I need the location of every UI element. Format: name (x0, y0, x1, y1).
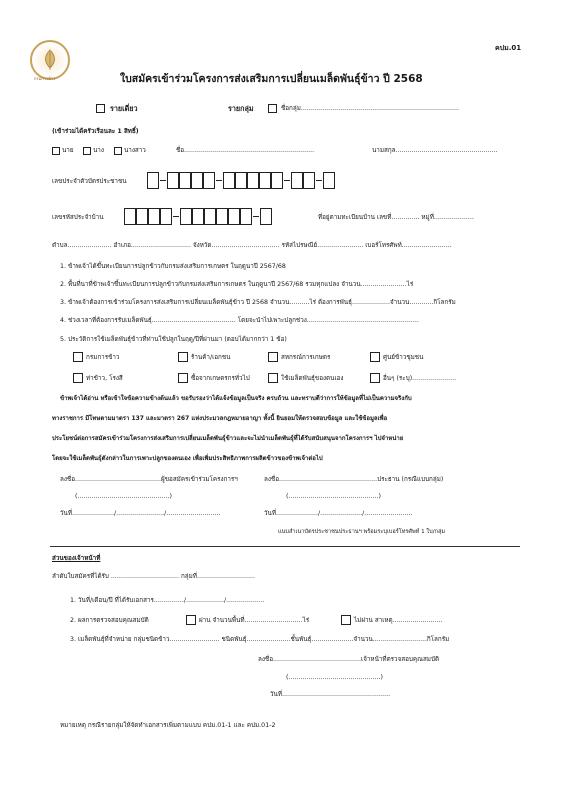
house-reg-label: เลขรหัสประจำบ้าน (52, 214, 104, 221)
individual-checkbox[interactable] (96, 104, 105, 113)
house-address-field[interactable]: ที่อยู่ตามทะเบียนบ้าน เลขที่.............. หมู่ที่.................... (318, 214, 474, 221)
group-label: รายกลุ่ม (228, 104, 254, 113)
logo-caption: กรมการข้าว (34, 76, 56, 81)
chairman-signature-field[interactable]: ลงชื่อ.................................................ประธาน (กรณีแบบกลุ่ม) (264, 476, 444, 483)
source-checkbox[interactable] (73, 352, 83, 362)
source-checkbox[interactable] (178, 373, 188, 383)
source-checkbox[interactable] (73, 373, 83, 383)
officer-heading: ส่วนของเจ้าหน้าที่ (52, 555, 101, 562)
page-title: ใบสมัครเข้าร่วมโครงการส่งเสริมการเปลี่ยนเมล็ดพันธุ์ข้าว ปี 2568 (120, 73, 423, 85)
source-checkbox[interactable] (370, 352, 380, 362)
rice-department-logo (30, 40, 70, 80)
item-2: 2. พื้นที่นาที่ข้าพเจ้าขึ้นทะเบียนการปลูกข้าวกับกรมส่งเสริมการเกษตร ในฤดูนาปี 2567/68 รวมทุกแปลง จำนวน.......................ไร่ (60, 281, 414, 288)
chairman-date-field[interactable]: วันที่...................../...................../........................ (264, 510, 413, 517)
declaration-line: ประโยชน์ต่อการสมัครเข้าร่วมโครงการส่งเสริมการเปลี่ยนเมล็ดพันธุ์ข้าวและจะไม่นำเมล็ดพันธุ์ที่ได้รับสนับสนุนจากโครงการฯ ไปจำหน่าย (52, 435, 404, 442)
officer-received-date[interactable]: 1. วันที่/เดือน/ปี ที่ได้รับเอกสาร.............../.................../................... (70, 597, 265, 604)
individual-label: รายเดี่ยว (110, 104, 138, 113)
title-mrs-checkbox[interactable] (83, 147, 91, 155)
fail-checkbox[interactable] (341, 615, 351, 625)
source-checkbox[interactable] (268, 373, 278, 383)
id-card-label: เลขประจำตัวบัตรประชาชน (52, 178, 127, 185)
remark: หมายเหตุ กรณีรายกลุ่มให้จัดทำเอกสารเพิ่มตามแบบ คปม.01-1 และ คปม.01-2 (60, 722, 276, 729)
first-name-field[interactable]: ชื่อ................................................................. (176, 147, 315, 154)
source-label: ร้านค้า/เอกชน (191, 354, 231, 361)
household-note: (เข้าร่วมได้ครัวเรือนละ 1 สิทธิ์) (52, 128, 139, 135)
pass-checkbox[interactable] (186, 615, 196, 625)
officer-check-label: 2. ผลการตรวจสอบคุณสมบัติ (70, 617, 149, 624)
source-label: ซื้อจากเกษตรกรทั่วไป (191, 375, 250, 382)
source-label: ศูนย์ข้าวชุมชน (383, 354, 424, 361)
source-checkbox[interactable] (370, 373, 380, 383)
section-divider (50, 546, 520, 547)
source-label: ท่าข้าว, โรงสี (86, 375, 123, 382)
item-5: 5. ประวัติการใช้เมล็ดพันธุ์ข้าวที่ท่านใช้ปลูกในฤดู/ปีที่ผ่านมา (ตอบได้มากกว่า 1 ข้อ) (60, 336, 287, 343)
title-mr-checkbox[interactable] (52, 147, 60, 155)
declaration-line: ทางราชการ มีโทษตามมาตรา 137 และมาตรา 267 แห่งประมวลกฎหมายอาญา ทั้งนี้ ยินยอมให้ตรวจสอบข้อมูล และใช้ข้อมูลเพื่อ (52, 415, 388, 422)
item-4: 4. ช่วงเวลาที่ต้องการรับเมล็ดพันธุ์.......................................... โดยจะนำไปเพาะปลูกช่วง........................................................ (60, 317, 419, 324)
declaration-line: ข้าพเจ้าได้อ่าน หรือเข้าใจข้อความข้างต้นแล้ว ขอรับรองว่าได้แจ้งข้อมูลเป็นจริง ครบถ้วน และทราบดีว่าการให้ข้อมูลที่ไม่เป็นความจริงกับ (60, 395, 412, 402)
source-checkbox[interactable] (268, 352, 278, 362)
fail-label: ไม่ผ่าน สาเหตุ......................... (354, 617, 443, 624)
item-1: 1. ข้าพเจ้าได้ขึ้นทะเบียนการปลูกข้าวกับกรมส่งเสริมการเกษตร ในฤดูนาปี 2567/68 (60, 263, 286, 270)
officer-order-field[interactable]: ลำดับใบสมัครที่ได้รับ .................................. กลุ่มที่............................. (52, 573, 256, 580)
officer-seed-row[interactable]: 3. เมล็ดพันธุ์ที่จำหน่าย กลุ่มชนิดข้าว......................... ชนิดพันธุ์......................ชั้นพันธุ์.....................จำนวน...........................กิโลกรัม (70, 636, 450, 643)
source-label: กรมการข้าว (86, 354, 120, 361)
officer-signature-field[interactable]: ลงชื่อ............................................เจ้าหน้าที่ตรวจสอบคุณสมบัติ (258, 656, 440, 663)
declaration-line: โดยจะใช้เมล็ดพันธุ์ดังกล่าวในการเพาะปลูกของตนเอง เพื่อเพิ่มประสิทธิภาพการผลิตข้าวของข้าพเจ้าต่อไป (52, 455, 323, 462)
title-miss-checkbox[interactable] (114, 147, 122, 155)
surname-field[interactable]: นามสกุล................................................... (372, 147, 498, 154)
source-checkbox[interactable] (178, 352, 188, 362)
source-label: อื่นๆ (ระบุ)...................... (383, 375, 457, 382)
group-name-field[interactable]: ชื่อกลุ่ม............................................................................... (281, 105, 460, 112)
pass-label: ผ่าน จำนวนพื้นที่.............................ไร่ (199, 617, 310, 624)
officer-name-field[interactable]: (..............................................) (286, 674, 383, 681)
applicant-name-field[interactable]: (..............................................) (75, 493, 172, 500)
applicant-signature-field[interactable]: ลงชื่อ...........................................ผู้ขอสมัครเข้าร่วมโครงการฯ (60, 476, 238, 483)
officer-date-field[interactable]: วันที่...................................................... (270, 691, 391, 698)
form-code: คปม.01 (495, 44, 522, 52)
item-3: 3. ข้าพเจ้าต้องการเข้าร่วมโครงการส่งเสริมการเปลี่ยนเมล็ดพันธุ์ข้าว ปี 2568 จำนวน..........ไร่ ต้องการพันธุ์...................จำนวน............กิโลกรัม (60, 299, 456, 306)
title-mr-label: นาย (62, 147, 74, 154)
title-miss-label: นางสาว (124, 147, 146, 154)
group-checkbox[interactable] (268, 104, 277, 113)
source-label: สหกรณ์การเกษตร (281, 354, 331, 361)
address-row[interactable]: ตำบล...................... อำเภอ.............................. จังหวัด.................................. รหัสไปรษณีย์....................... เบอร์โทรศัพท์......................... (52, 242, 452, 249)
chairman-name-field[interactable]: (.............................................) (286, 493, 381, 500)
id-card-input[interactable] (147, 170, 335, 190)
house-reg-input[interactable] (124, 206, 272, 226)
applicant-date-field[interactable]: วันที่...................../......................../........................... (60, 510, 221, 517)
chairman-note: แนบสำเนาบัตรประชาชนประธานฯ พร้อมระบุเบอร์โทรศัพท์ 1 ใบ/กลุ่ม (278, 529, 446, 535)
source-label: ใช้เมล็ดพันธุ์ของตนเอง (281, 375, 344, 382)
title-mrs-label: นาง (93, 147, 104, 154)
